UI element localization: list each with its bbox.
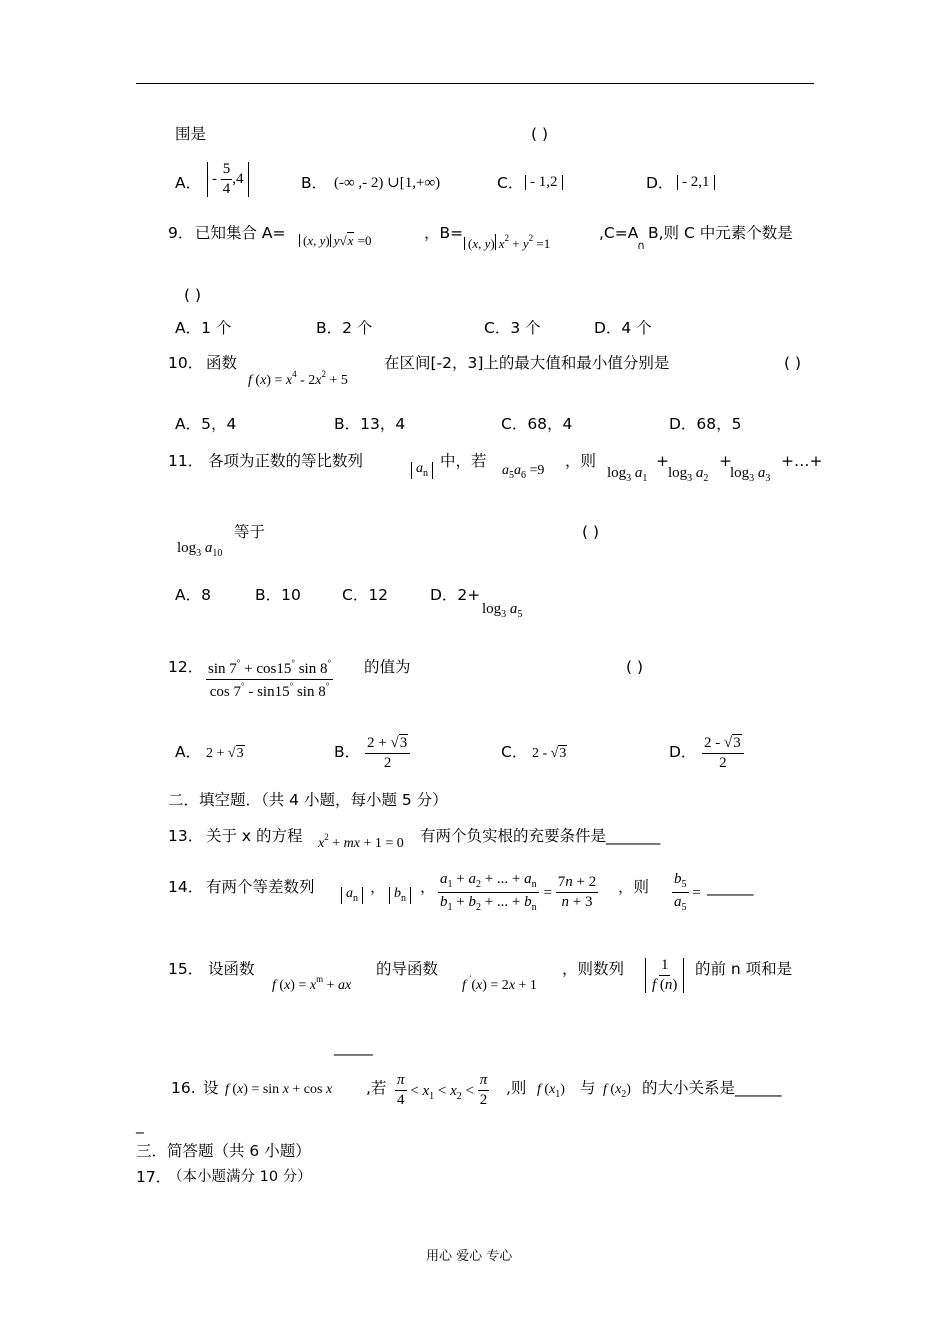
- q9-paren: ( ): [184, 286, 202, 304]
- q10-option-a: A．5，4: [175, 415, 237, 433]
- q14-text-3: ，则: [618, 878, 650, 896]
- q15-text-3: ，则数列: [562, 960, 625, 978]
- q16-f-x1: f $(x_1)$: [537, 1082, 565, 1100]
- q12-text-1: 的值为: [364, 658, 411, 676]
- q14-text-1: 有两个等差数列: [206, 878, 315, 896]
- q11-text-4: 等于: [234, 523, 266, 541]
- q8-paren: ( ): [531, 125, 549, 143]
- q14-comma: ，: [370, 878, 386, 896]
- q12-paren: ( ): [626, 658, 644, 676]
- q9-option-c: C．3 个: [484, 319, 541, 337]
- q16-text-3: ,则: [506, 1079, 527, 1097]
- q15-text-1: 设函数: [208, 960, 255, 978]
- q11-ellipsis: +…+: [781, 452, 823, 470]
- q16-inequality: $\frac{\pi}{4}$ < $x_1 < x_2$ < $\frac{\pi}{2}$: [397, 1072, 488, 1108]
- q8-option-a: A．: [175, 174, 202, 192]
- q15-text-2: 的导函数: [376, 960, 439, 978]
- q8-option-b: B．: [301, 174, 328, 192]
- q12-number: 12．: [168, 658, 204, 676]
- q15-blank: _____: [334, 1038, 373, 1056]
- header-rule: [136, 83, 814, 84]
- q8-tail: 围是: [175, 125, 207, 143]
- q15-text-4: 的前 n 项和是: [695, 960, 793, 978]
- q13-number: 13．: [168, 827, 204, 845]
- q12-option-b: B．: [334, 743, 361, 761]
- q14-number: 14．: [168, 878, 204, 896]
- q16-text-1: 设: [203, 1079, 219, 1097]
- q11-option-d: D．2+: [430, 586, 481, 604]
- q10-option-b: B．13，4: [334, 415, 406, 433]
- q10-option-c: C．68，4: [501, 415, 573, 433]
- q12-option-d: D．: [669, 743, 697, 761]
- q16-text-5: 的大小关系是______: [642, 1079, 782, 1097]
- q16-number: 16.: [171, 1079, 196, 1097]
- q12-option-a: A．: [175, 743, 202, 761]
- q12-formula: $\frac{\sin 7^\circ + \cos 15^\circ \sin 8^\circ}{\cos 7^\circ - \sin 15^\circ \sin 8^\circ}$: [208, 658, 332, 700]
- q16-f-x2: f $(x_2)$: [603, 1082, 631, 1100]
- q11-option-a: A．8: [175, 586, 211, 604]
- q14-sequence-a: $a_n$: [341, 887, 363, 904]
- q17-text: （本小题满分 10 分）: [168, 1169, 312, 1185]
- q10-formula: f $(x) = x^4 - 2x^2 + 5$: [248, 369, 348, 388]
- q9-set-b: (x, y) $x^2 + y^2 =1$: [464, 234, 554, 250]
- q11-log-a3: $\log_3 a_3$: [730, 465, 771, 484]
- q9-number: 9．: [168, 224, 194, 242]
- q9-text-1: 已知集合 A=: [195, 224, 286, 242]
- section-3-heading: 三．简答题（共 6 小题）: [136, 1142, 311, 1160]
- q11-plus-1: +: [656, 452, 669, 470]
- q9-text-3: ,C=A: [599, 224, 639, 242]
- section-2-heading: 二．填空题．（共 4 小题，每小题 5 分）: [168, 791, 448, 809]
- q11-text-3: ，则: [565, 452, 597, 470]
- q9-text-4: B,则 C 中元素个数是: [648, 224, 793, 242]
- q9-text-2: ，B=: [424, 224, 464, 242]
- q9-option-a: A．1 个: [175, 319, 232, 337]
- q16-function: f (x) = sin x + cos x: [225, 1082, 333, 1097]
- q10-paren: ( ): [784, 354, 802, 372]
- q14-sequence-b: $b_n$: [389, 887, 411, 904]
- q10-number: 10．: [168, 354, 204, 372]
- q15-sequence: $\frac{1}{f (n)}$: [645, 958, 684, 993]
- q8-formula-d: - 2,1: [677, 175, 715, 190]
- q8-option-d: D．: [646, 174, 674, 192]
- q12-option-a-value: 2 + √3: [206, 746, 244, 761]
- q15-derivative: f ′(x) = 2x + 1: [462, 974, 537, 993]
- q15-number: 15．: [168, 960, 204, 978]
- q11-number: 11．: [168, 452, 204, 470]
- q8-option-c: C．: [497, 174, 524, 192]
- q14-target-ratio: $\frac{b_5}{a_5}$ =: [674, 871, 701, 913]
- q9-option-b: B．2 个: [316, 319, 373, 337]
- q10-text-2: 在区间[-2，3]上的最大值和最小值分别是: [384, 354, 670, 372]
- q16-text-4: 与: [580, 1079, 596, 1097]
- q9-set-a: (x, y) y√x =0: [299, 234, 376, 247]
- q12-option-c-value: 2 - √3: [532, 746, 567, 761]
- q13-text-1: 关于 x 的方程: [206, 827, 303, 845]
- q13-text-2: 有两个负实根的充要条件是_______: [420, 827, 661, 845]
- q17-number: 17．: [136, 1168, 172, 1186]
- q11-option-c: C．12: [342, 586, 389, 604]
- q10-option-d: D．68，5: [669, 415, 742, 433]
- q11-paren: ( ): [582, 523, 600, 541]
- q11-condition: $a_5a_6 =9$: [502, 463, 545, 481]
- q15-function: f $(x) = x^m$ + ax: [272, 974, 352, 993]
- q9-option-d: D．4 个: [594, 319, 652, 337]
- q8-formula-c: - 1,2: [525, 175, 563, 190]
- q11-text-2: 中，若: [440, 452, 487, 470]
- q8-formula-b: (-∞ ,- 2) ∪[1,+∞): [334, 175, 441, 191]
- q11-sequence-a: $a_n$: [411, 462, 433, 479]
- q11-log-a10: $\log_3 a_{10}$: [177, 540, 223, 559]
- q12-option-d-value: $\frac{2 - √3}{2}$: [702, 736, 744, 771]
- q13-equation: $x^2$ + mx + 1 = 0: [318, 832, 404, 851]
- q9-intersection-symbol: ∩: [637, 239, 646, 252]
- q11-text-1: 各项为正数的等比数列: [208, 452, 364, 470]
- q11-log-a1: $\log_3 a_1$: [607, 465, 648, 484]
- q11-option-d-log: $\log_3 a_5$: [482, 601, 523, 620]
- q14-ratio: $\frac{a_1 + a_2 + ... + a_n}{b_1 + b_2 + ... + b_n}$ = $\frac{7n + 2}{n + 3}$: [440, 871, 597, 913]
- q12-option-c: C．: [501, 743, 528, 761]
- q10-text-1: 函数: [206, 354, 238, 372]
- q8-formula-a: - $\frac{5}{4}$ ,4: [207, 162, 249, 197]
- q11-plus-2: +: [719, 452, 732, 470]
- q14-blank: ______: [707, 878, 754, 896]
- q14-text-2: ，: [420, 878, 436, 896]
- q16-blank-wrap: _: [136, 1116, 144, 1134]
- page-footer: 用心 爱心 专心: [426, 1249, 513, 1264]
- q11-log-a2: $\log_3 a_2$: [668, 465, 709, 484]
- q16-text-2: ,若: [366, 1079, 387, 1097]
- q11-option-b: B．10: [255, 586, 301, 604]
- q12-option-b-value: $\frac{2 + √3}{2}$: [365, 736, 410, 771]
